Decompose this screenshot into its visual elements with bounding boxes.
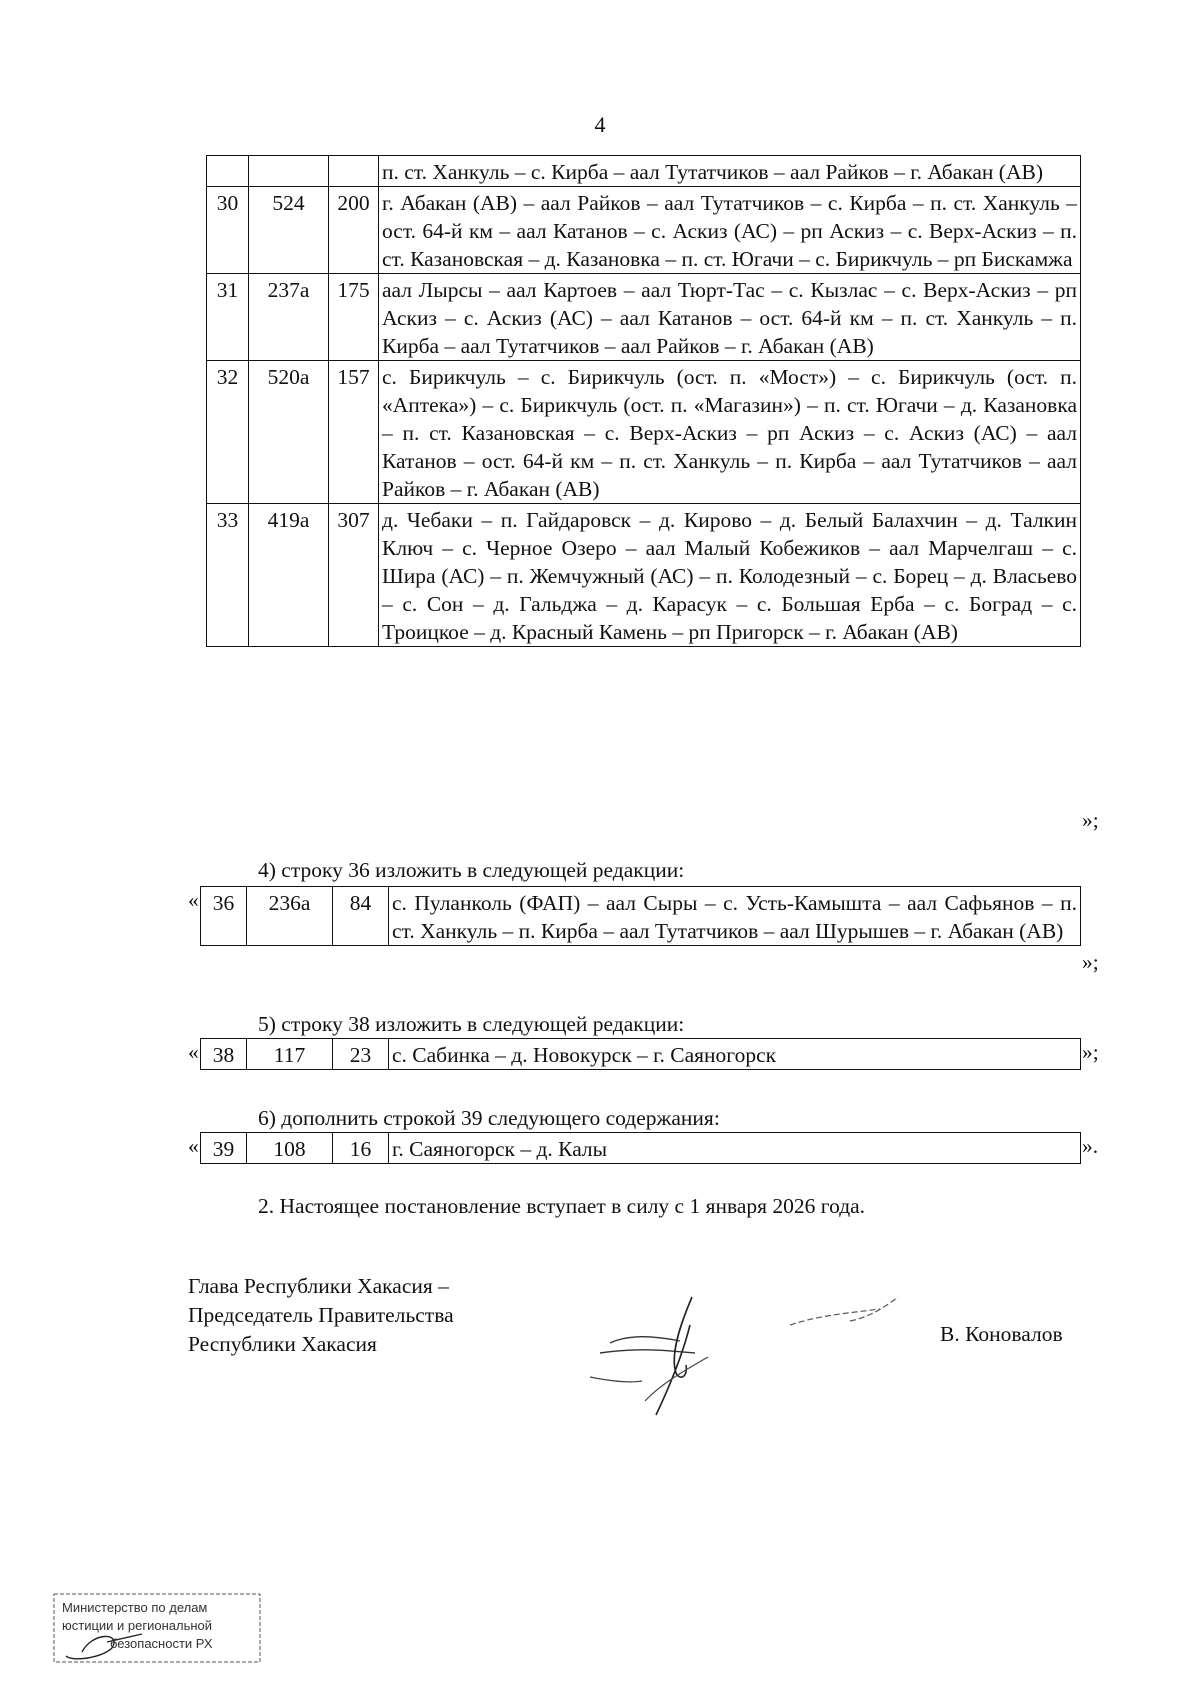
signer-title-line-1: Глава Республики Хакасия – [188, 1274, 449, 1298]
stamp-line-3: безопасности РХ [110, 1636, 213, 1651]
closing-quote: ». [1082, 1134, 1099, 1158]
row-number: 32 [207, 361, 249, 504]
route-code: 108 [247, 1133, 333, 1164]
route-code: 520а [249, 361, 329, 504]
routes-table [206, 155, 1081, 647]
route-code: 237а [249, 274, 329, 361]
route-description: с. Бирикчуль – с. Бирикчуль (ост. п. «Мост») – с. Бирикчуль (ост. п. «Аптека») – с. Бирикчуль (ост. п. «Магазин») – п. ст. Югачи – д. Казановка – п. ст. Казановская – с. Верх-Аскиз – рп Аскиз – с. Аскиз (АС) – аал Катанов – ост. 64-й км – п. ст. Ханкуль – п. Кирба – аал Тутатчиков – аал Райков – г. Абакан (АВ) [379, 361, 1081, 504]
row-number: 39 [201, 1133, 247, 1164]
row-number: 36 [201, 887, 247, 946]
stamp-line-1: Министерство по делам [62, 1600, 208, 1615]
table-row [207, 504, 1081, 647]
route-length: 157 [329, 361, 379, 504]
route-description: г. Саяногорск – д. Калы [389, 1133, 1081, 1164]
route-length: 175 [329, 274, 379, 361]
route-length [329, 156, 379, 187]
stamp-line-2: юстиции и региональной [62, 1618, 213, 1633]
route-length: 16 [333, 1133, 389, 1164]
row-38-table [200, 1038, 1081, 1070]
route-length: 84 [333, 887, 389, 946]
table-row [207, 156, 1081, 187]
row-39-table [200, 1132, 1081, 1164]
table-row [207, 187, 1081, 274]
route-code: 524 [249, 187, 329, 274]
opening-quote: « [188, 1040, 199, 1064]
signer-title-line-3: Республики Хакасия [188, 1332, 377, 1356]
clause-2: 2. Настоящее постановление вступает в силу с 1 января 2026 года. [258, 1194, 866, 1218]
row-number: 33 [207, 504, 249, 647]
route-length: 23 [333, 1039, 389, 1070]
row-36-table [200, 886, 1081, 946]
route-code: 419а [249, 504, 329, 647]
row-number: 30 [207, 187, 249, 274]
signer-title-line-2: Председатель Правительства [188, 1303, 454, 1327]
route-length: 200 [329, 187, 379, 274]
route-description: д. Чебаки – п. Гайдаровск – д. Кирово – д. Белый Балахчин – д. Талкин Ключ – с. Черное Озеро – аал Малый Кобежиков – аал Марчелгаш – с. Шира (АС) – п. Жемчужный (АС) – п. Колодезный – с. Борец – д. Власьево – с. Сон – д. Гальджа – д. Карасук – с. Большая Ерба – с. Боград – с. Троицкое – д. Красный Камень – рп Пригорск – г. Абакан (АВ) [379, 504, 1081, 647]
table-row [201, 1133, 1081, 1164]
signature-block [188, 1272, 454, 1359]
row-number: 38 [201, 1039, 247, 1070]
handwritten-signature [580, 1285, 940, 1425]
row-number: 31 [207, 274, 249, 361]
closing-quote: »; [1082, 1040, 1099, 1064]
closing-quote: »; [1082, 950, 1099, 974]
closing-quote: »; [1082, 808, 1099, 832]
opening-quote: « [188, 888, 199, 912]
item-6-text: 6) дополнить строкой 39 следующего содержания: [258, 1106, 720, 1130]
table-row [201, 887, 1081, 946]
route-description: п. ст. Ханкуль – с. Кирба – аал Тутатчиков – аал Райков – г. Абакан (АВ) [379, 156, 1081, 187]
signer-name: В. Коновалов [940, 1322, 1063, 1346]
route-code: 117 [247, 1039, 333, 1070]
item-4-text: 4) строку 36 изложить в следующей редакции: [258, 858, 685, 882]
route-length: 307 [329, 504, 379, 647]
page-number: 4 [594, 112, 606, 137]
table-row [207, 274, 1081, 361]
route-code: 236а [247, 887, 333, 946]
table-row [207, 361, 1081, 504]
table-row [201, 1039, 1081, 1070]
opening-quote: « [188, 1134, 199, 1158]
item-5-text: 5) строку 38 изложить в следующей редакции: [258, 1012, 685, 1036]
route-description: с. Сабинка – д. Новокурск – г. Саяногорск [389, 1039, 1081, 1070]
route-description: г. Абакан (АВ) – аал Райков – аал Тутатчиков – с. Кирба – п. ст. Ханкуль – ост. 64-й км – аал Катанов – с. Аскиз (АС) – рп Аскиз – с. Верх-Аскиз – п. ст. Казановская – д. Казановка – п. ст. Югачи – с. Бирикчуль – рп Бискамжа [379, 187, 1081, 274]
route-description: аал Лырсы – аал Картоев – аал Тюрт-Тас – с. Кызлас – с. Верх-Аскиз – рп Аскиз – с. Аскиз (АС) – аал Катанов – ост. 64-й км – п. ст. Ханкуль – п. Кирба – аал Тутатчиков – аал Райков – г. Абакан (АВ) [379, 274, 1081, 361]
route-description: с. Пуланколь (ФАП) – аал Сыры – с. Усть-Камышта – аал Сафьянов – п. ст. Ханкуль – п. Кирба – аал Тутатчиков – аал Шурышев – г. Абакан (АВ) [389, 887, 1081, 946]
row-number [207, 156, 249, 187]
route-code [249, 156, 329, 187]
